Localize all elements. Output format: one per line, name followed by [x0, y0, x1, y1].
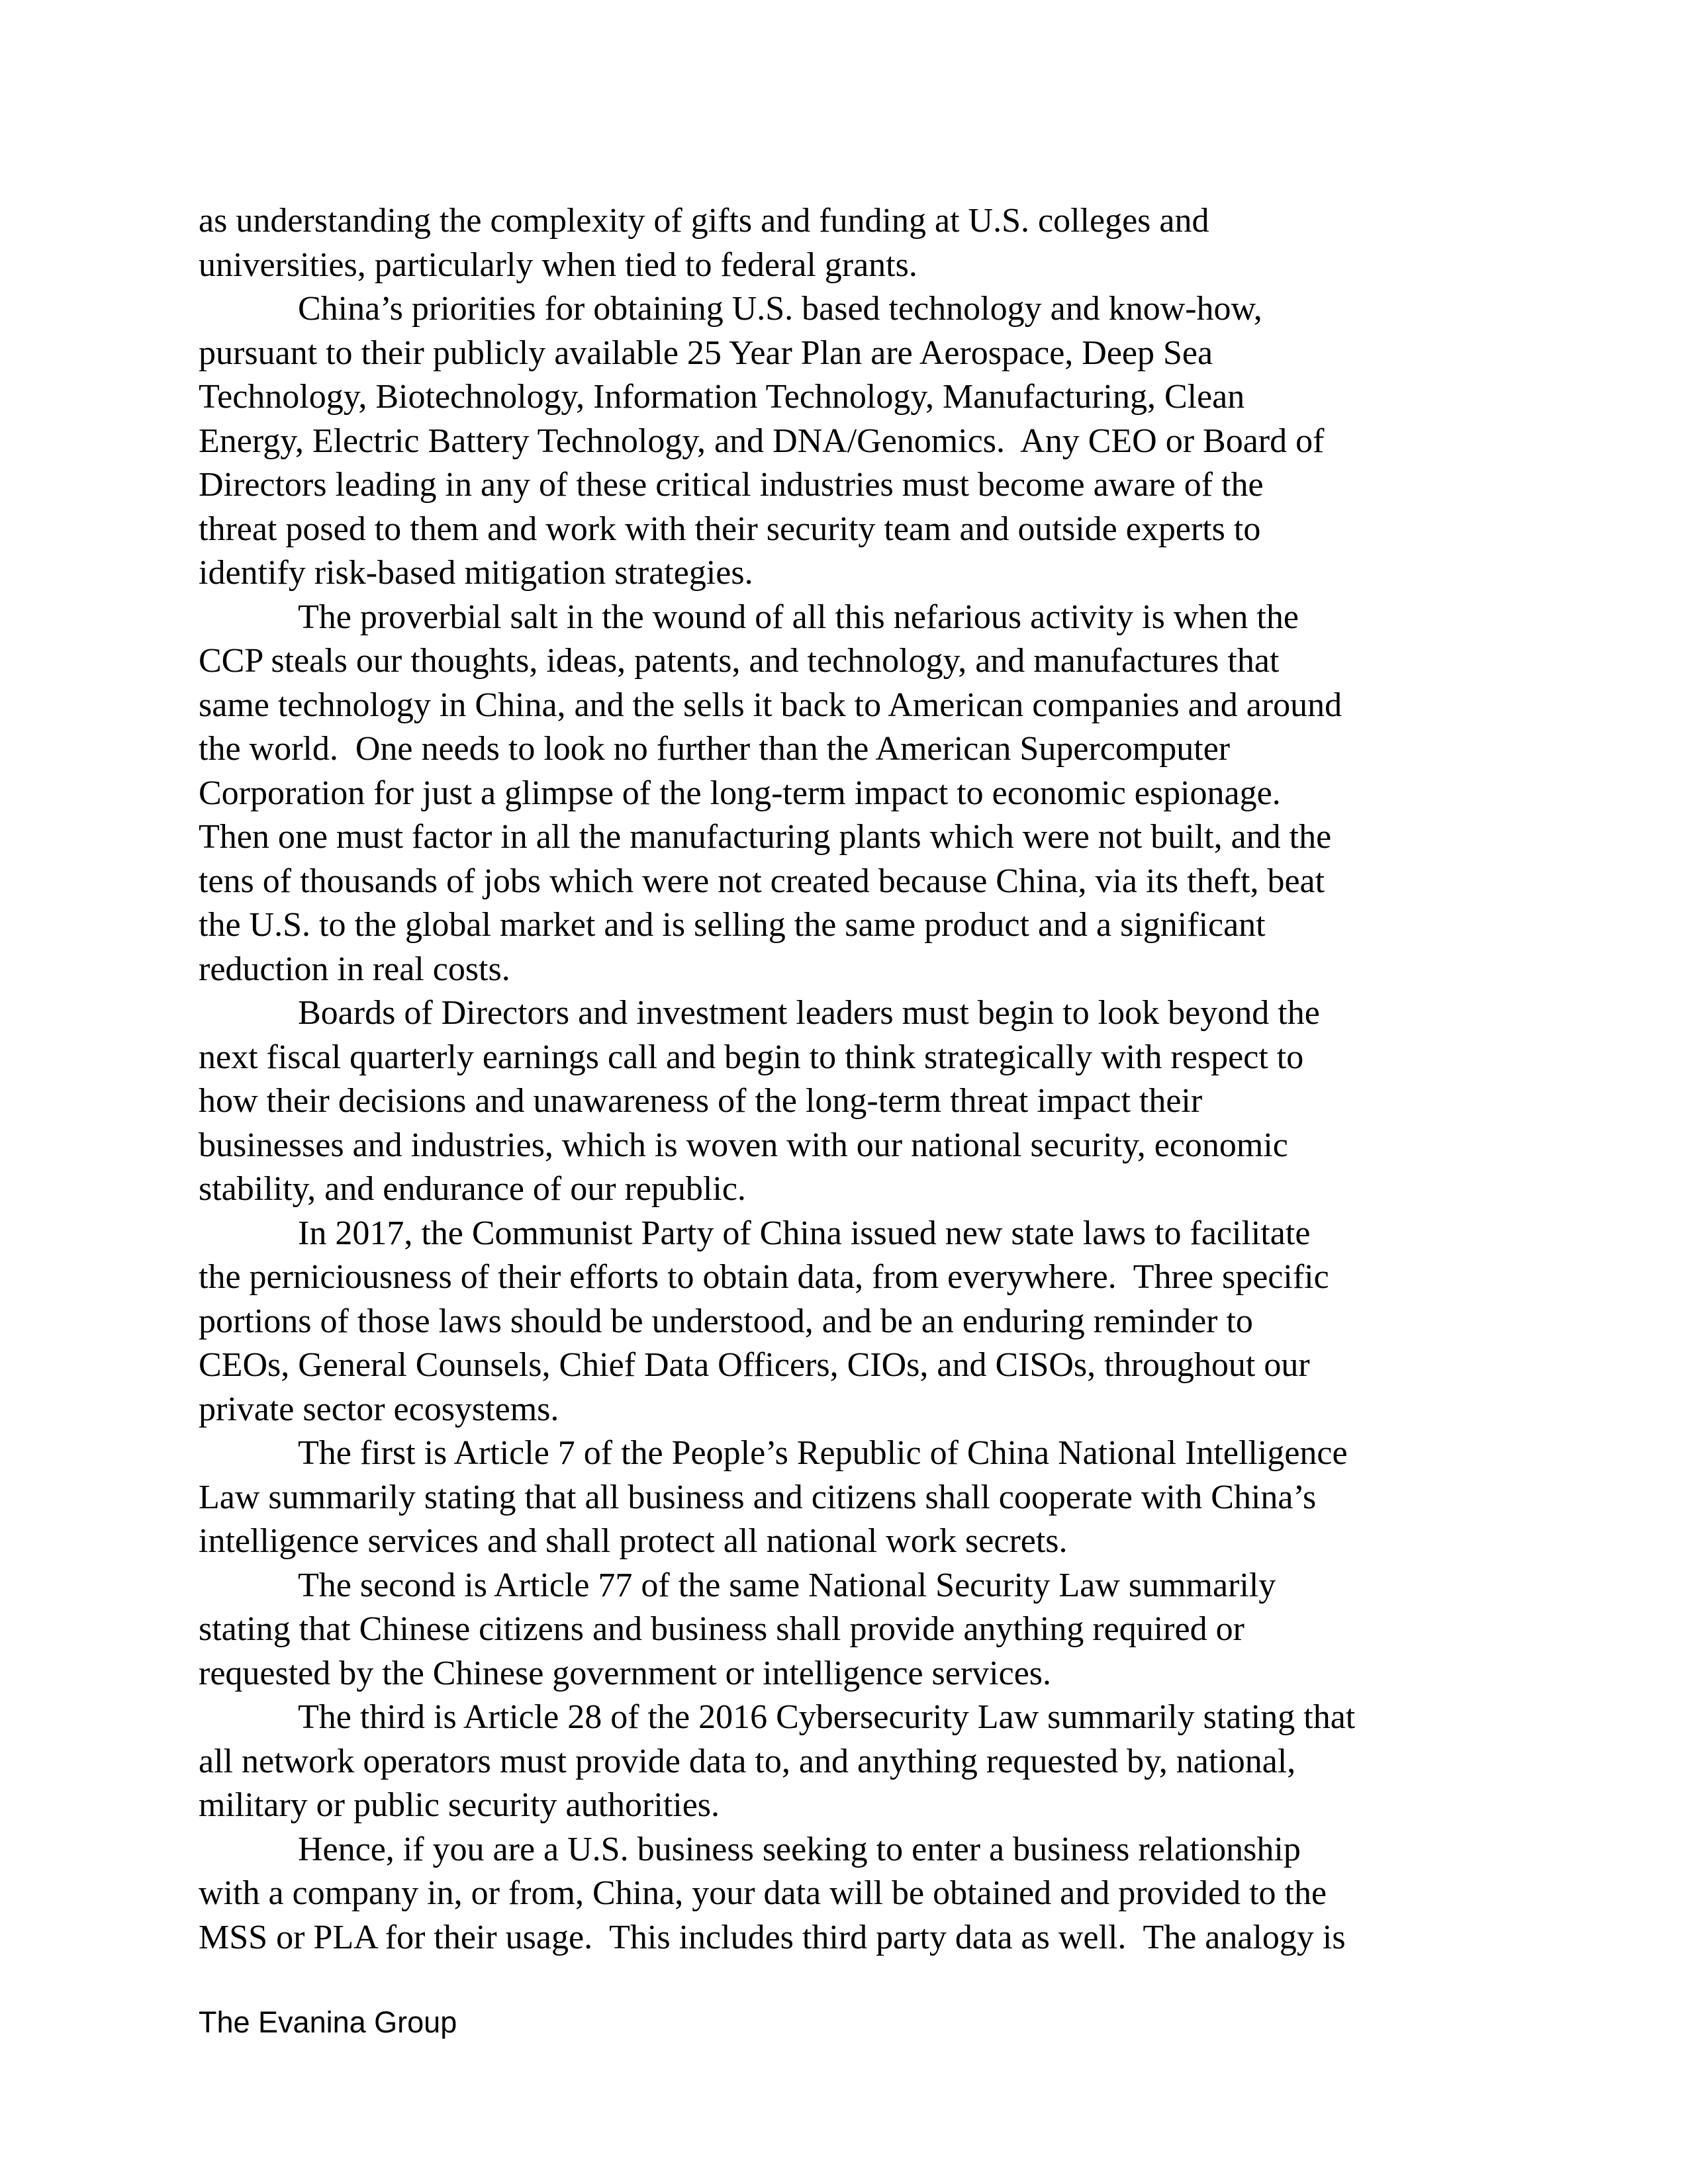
text-line: Corporation for just a glimpse of the long-term impact to economic espionage. [199, 774, 1281, 812]
document-body [199, 199, 1589, 1960]
text-line: identify risk-based mitigation strategies. [199, 554, 753, 592]
text-line: the perniciousness of their efforts to obtain data, from everywhere. Three specific [199, 1258, 1329, 1296]
page-footer: The Evanina Group [199, 2005, 457, 2039]
text-line: stating that Chinese citizens and business shall provide anything required or [199, 1610, 1244, 1648]
text-line: The first is Article 7 of the People’s Republic of China National Intelligence [298, 1434, 1348, 1472]
text-line: intelligence services and shall protect all national work secrets. [199, 1522, 1068, 1560]
text-line: Then one must factor in all the manufacturing plants which were not built, and the [199, 818, 1332, 856]
text-line: as understanding the complexity of gifts and funding at U.S. colleges and [199, 202, 1209, 240]
text-line: reduction in real costs. [199, 950, 510, 988]
text-line: MSS or PLA for their usage. This includes third party data as well. The analogy is [199, 1918, 1346, 1956]
text-line: requested by the Chinese government or intelligence services. [199, 1654, 1052, 1692]
text-line: all network operators must provide data to, and anything requested by, national, [199, 1742, 1296, 1780]
text-line: The third is Article 28 of the 2016 Cybersecurity Law summarily stating that [298, 1698, 1356, 1736]
text-line: businesses and industries, which is woven with our national security, economic [199, 1126, 1288, 1164]
text-line: threat posed to them and work with their security team and outside experts to [199, 510, 1261, 548]
text-line: Law summarily stating that all business and citizens shall cooperate with China’s [199, 1478, 1317, 1516]
text-line: next fiscal quarterly earnings call and begin to think strategically with respect to [199, 1038, 1304, 1076]
text-line: with a company in, or from, China, your data will be obtained and provided to the [199, 1874, 1327, 1912]
text-line: Directors leading in any of these critical industries must become aware of the [199, 466, 1264, 504]
text-line: CCP steals our thoughts, ideas, patents, and technology, and manufactures that [199, 642, 1280, 680]
text-line: how their decisions and unawareness of the long-term threat impact their [199, 1082, 1203, 1120]
text-line: the world. One needs to look no further than the American Supercomputer [199, 730, 1231, 768]
text-line: the U.S. to the global market and is selling the same product and a significant [199, 906, 1266, 944]
text-line: Technology, Biotechnology, Information Technology, Manufacturing, Clean [199, 378, 1245, 416]
text-line: Hence, if you are a U.S. business seeking to enter a business relationship [298, 1830, 1301, 1868]
text-line: The proverbial salt in the wound of all this nefarious activity is when the [298, 598, 1299, 636]
text-line: The second is Article 77 of the same National Security Law summarily [298, 1566, 1276, 1604]
text-line: Energy, Electric Battery Technology, and DNA/Genomics. Any CEO or Board of [199, 422, 1325, 460]
text-line: private sector ecosystems. [199, 1390, 559, 1428]
text-line: portions of those laws should be understood, and be an enduring reminder to [199, 1302, 1253, 1340]
text-line: universities, particularly when tied to federal grants. [199, 246, 917, 284]
text-line: tens of thousands of jobs which were not created because China, via its theft, beat [199, 862, 1325, 900]
text-line: In 2017, the Communist Party of China issued new state laws to facilitate [298, 1214, 1311, 1252]
text-line: same technology in China, and the sells it back to American companies and around [199, 686, 1342, 724]
text-line: Boards of Directors and investment leaders must begin to look beyond the [298, 994, 1320, 1032]
text-line: China’s priorities for obtaining U.S. based technology and know-how, [298, 290, 1262, 328]
text-line: CEOs, General Counsels, Chief Data Officers, CIOs, and CISOs, throughout our [199, 1346, 1310, 1384]
text-line: pursuant to their publicly available 25 Year Plan are Aerospace, Deep Sea [199, 334, 1213, 372]
text-line: stability, and endurance of our republic. [199, 1170, 746, 1208]
text-line: military or public security authorities. [199, 1786, 720, 1824]
